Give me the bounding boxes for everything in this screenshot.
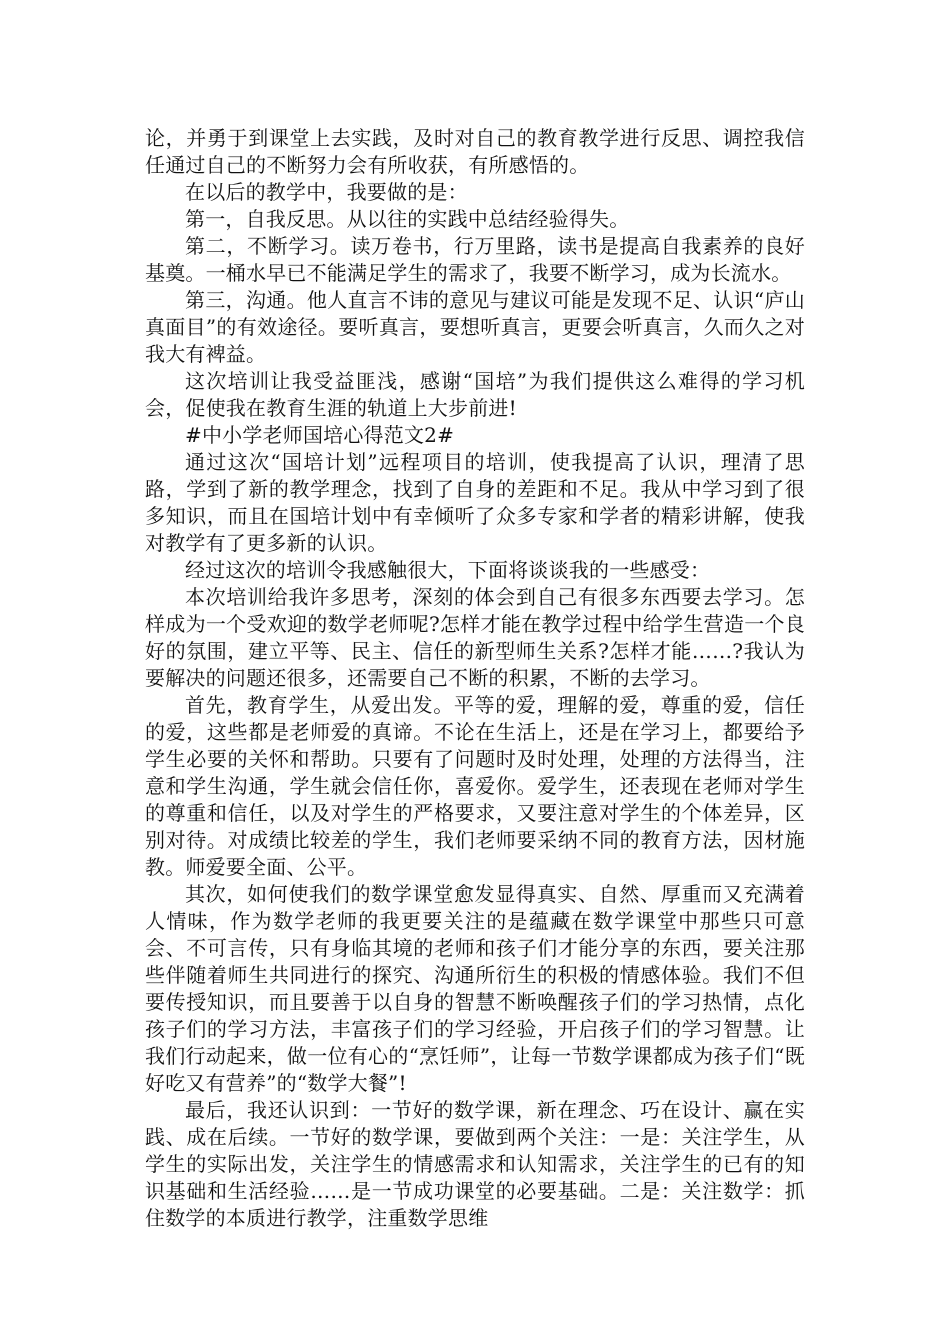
paragraph-intro-list: 在以后的教学中，我要做的是： xyxy=(185,180,468,204)
paragraph-point-two: 第二，不断学习。读万卷书，行万里路，读书是提高自我素养的良好基奠。一桶水早已不能满足学生的需求了，我要不断学习，成为长流水。 xyxy=(145,234,805,285)
paragraph-second: 其次，如何使我们的数学课堂愈发显得真实、自然、厚重而又充满着人情味，作为数学老师的我更要关注的是蕴藏在数学课堂中那些只可意会、不可言传，只有身临其境的老师和孩子们才能分享的东西，要关注那些伴随着师生共同进行的探究、沟通所衍生的积极的情感体验。我们不但要传授知识，而且要善于以自身的智慧不断唤醒孩子们的学习热情，点化孩子们的学习方法，丰富孩子们的学习经验，开启孩子们的学习智慧。让我们行动起来，做一位有心的“烹饪师”，让每一节数学课都成为孩子们“既好吃又有营养”的“数学大餐”! xyxy=(145,882,805,1095)
paragraph-point-three: 第三，沟通。他人直言不讳的意见与建议可能是发现不足、认识“庐山真面目”的有效途径。要听真言，要想听真言，更要会听真言，久而久之对我大有裨益。 xyxy=(145,288,805,366)
paragraph-first: 首先，教育学生，从爱出发。平等的爱，理解的爱，尊重的爱，信任的爱，这些都是老师爱的真谛。不论在生活上，还是在学习上，都要给予学生必要的关怀和帮助。只要有了问题时及时处理，处理的方法得当，注意和学生沟通，学生就会信任你，喜爱你。爱学生，还表现在老师对学生的尊重和信任，以及对学生的严格要求，又要注意对学生的个体差异，区别对待。对成绩比较差的学生，我们老师要采纳不同的教育方法，因材施教。师爱要全面、公平。 xyxy=(145,693,805,879)
paragraph-reflection: 本次培训给我许多思考，深刻的体会到自己有很多东西要去学习。怎样成为一个受欢迎的数学老师呢?怎样才能在教学过程中给学生营造一个良好的氛围，建立平等、民主、信任的新型师生关系?怎样才能……?我认为要解决的问题还很多，还需要自己不断的积累，不断的去学习。 xyxy=(145,585,805,690)
section-heading: #中小学老师国培心得范文2# xyxy=(185,423,455,447)
paragraph-training-summary: 通过这次“国培计划”远程项目的培训，使我提高了认识，理清了思路，学到了新的教学理念，找到了自身的差距和不足。我从中学习到了很多知识，而且在国培计划中有幸倾听了众多专家和学者的精彩讲解，使我对教学有了更多新的认识。 xyxy=(145,450,805,555)
paragraph-continuation: 论，并勇于到课堂上去实践，及时对自己的教育教学进行反思、调控我信任通过自己的不断努力会有所收获，有所感悟的。 xyxy=(145,126,805,177)
paragraph-thanks: 这次培训让我受益匪浅，感谢“国培”为我们提供这么难得的学习机会，促使我在教育生涯的轨道上大步前进! xyxy=(145,369,805,420)
paragraph-feelings-intro: 经过这次的培训令我感触很大，下面将谈谈我的一些感受： xyxy=(185,558,711,582)
paragraph-point-one: 第一，自我反思。从以往的实践中总结经验得失。 xyxy=(185,207,630,231)
document-page xyxy=(145,125,805,1232)
paragraph-last: 最后，我还认识到：一节好的数学课，新在理念、巧在设计、赢在实践、成在后续。一节好的数学课，要做到两个关注：一是：关注学生，从学生的实际出发，关注学生的情感需求和认知需求，关注学生的已有的知识基础和生活经验……是一节成功课堂的必要基础。二是：关注数学：抓住数学的本质进行教学，注重数学思维 xyxy=(145,1098,805,1230)
